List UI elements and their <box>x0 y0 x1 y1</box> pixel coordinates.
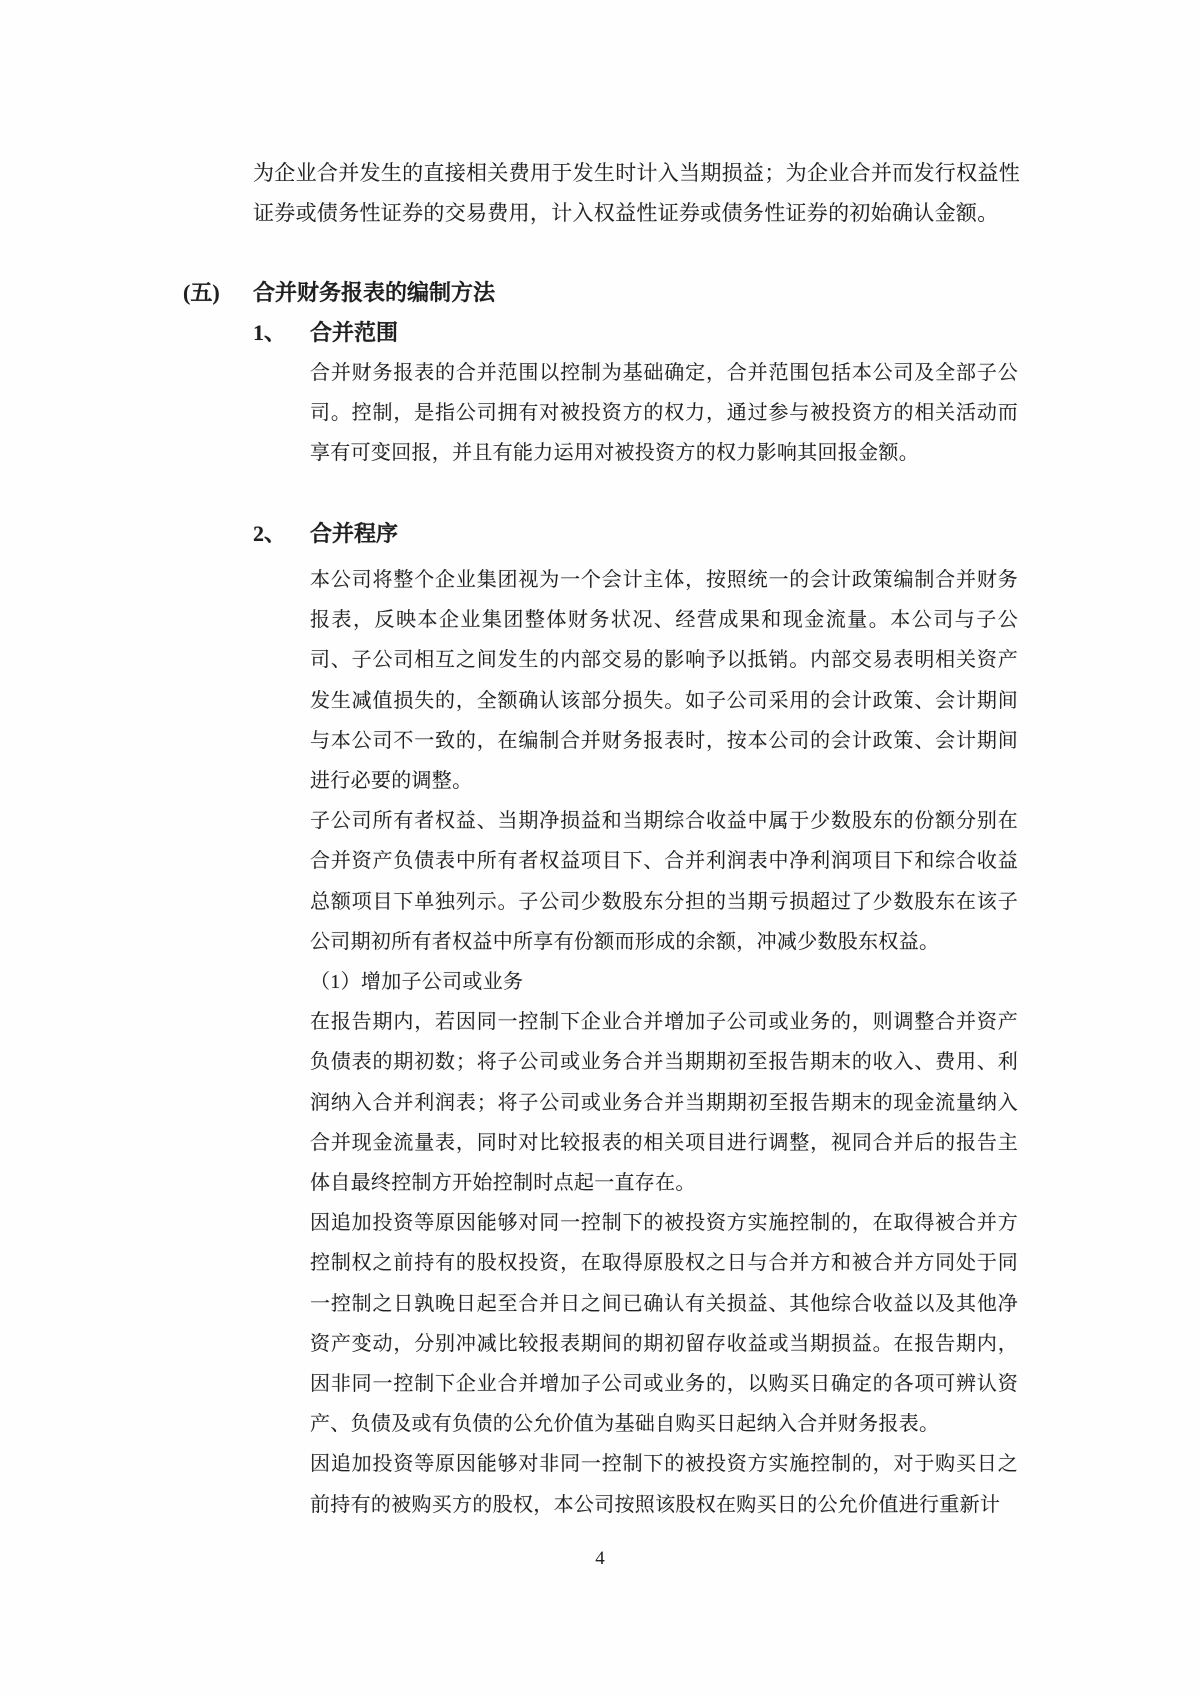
subsection-1-number: 1、 <box>253 320 287 345</box>
paragraph: 在报告期内，若因同一控制下企业合并增加子公司或业务的，则调整合并资产负债表的期初数；将子公司或业务合并当期期初至报告期末的收入、费用、利润纳入合并利润表；将子公司或业务合并当期期初至报告期末的现金流量纳入合并现金流量表，同时对比较报表的相关项目进行调整，视同合并后的报告主体自最终控制方开始控制时点起一直存在。 <box>310 1011 1018 1195</box>
section-label: (五) <box>183 280 220 305</box>
paragraph: 因追加投资等原因能够对同一控制下的被投资方实施控制的，在取得被合并方控制权之前持有的股权投资，在取得原股权之日与合并方和被合并方同处于同一控制之日孰晚日起至合并日之间已确认有关损益、其他综合收益以及其他净资产变动，分别冲减比较报表期间的期初留存收益或当期损益。在报告期内，因非同一控制下企业合并增加子公司或业务的，以购买日确定的各项可辨认资产、负债及或有负债的公允价值为基础自购买日起纳入合并财务报表。 <box>310 1212 1018 1436</box>
paragraph: 子公司所有者权益、当期净损益和当期综合收益中属于少数股东的份额分别在合并资产负债表中所有者权益项目下、合并利润表中净利润项目下和综合收益总额项目下单独列示。子公司少数股东分担的当期亏损超过了少数股东在该子公司期初所有者权益中所享有份额而形成的余额，冲减少数股东权益。 <box>310 810 1018 953</box>
paragraph: 因追加投资等原因能够对非同一控制下的被投资方实施控制的，对于购买日之前持有的被购买方的股权，本公司按照该股权在购买日的公允价值进行重新计 <box>310 1453 1018 1516</box>
subsection-1-body <box>310 353 1018 474</box>
list-item-heading: （1）增加子公司或业务 <box>310 971 524 994</box>
paragraph: 本公司将整个企业集团视为一个会计主体，按照统一的会计政策编制合并财务报表，反映本企业集团整体财务状况、经营成果和现金流量。本公司与子公司、子公司相互之间发生的内部交易的影响予以抵销。内部交易表明相关资产发生减值损失的，全额确认该部分损失。如子公司采用的会计政策、会计期间与本公司不一致的，在编制合并财务报表时，按本公司的会计政策、会计期间进行必要的调整。 <box>310 569 1018 793</box>
subsection-1-title: 合并范围 <box>310 320 399 345</box>
subsection-2-body <box>310 560 1018 1525</box>
subsection-2-title: 合并程序 <box>310 521 399 546</box>
continuation-paragraph: 为企业合并发生的直接相关费用于发生时计入当期损益；为企业合并而发行权益性证券或债务性证券的交易费用，计入权益性证券或债务性证券的初始确认金额。 <box>253 161 1020 226</box>
subsection-2-number: 2、 <box>253 521 287 546</box>
paragraph: 合并财务报表的合并范围以控制为基础确定，合并范围包括本公司及全部子公司。控制，是指公司拥有对被投资方的权力，通过参与被投资方的相关活动而享有可变回报，并且有能力运用对被投资方的权力影响其回报金额。 <box>310 362 1018 465</box>
section-title: 合并财务报表的编制方法 <box>253 280 496 305</box>
page-number: 4 <box>595 1548 605 1569</box>
